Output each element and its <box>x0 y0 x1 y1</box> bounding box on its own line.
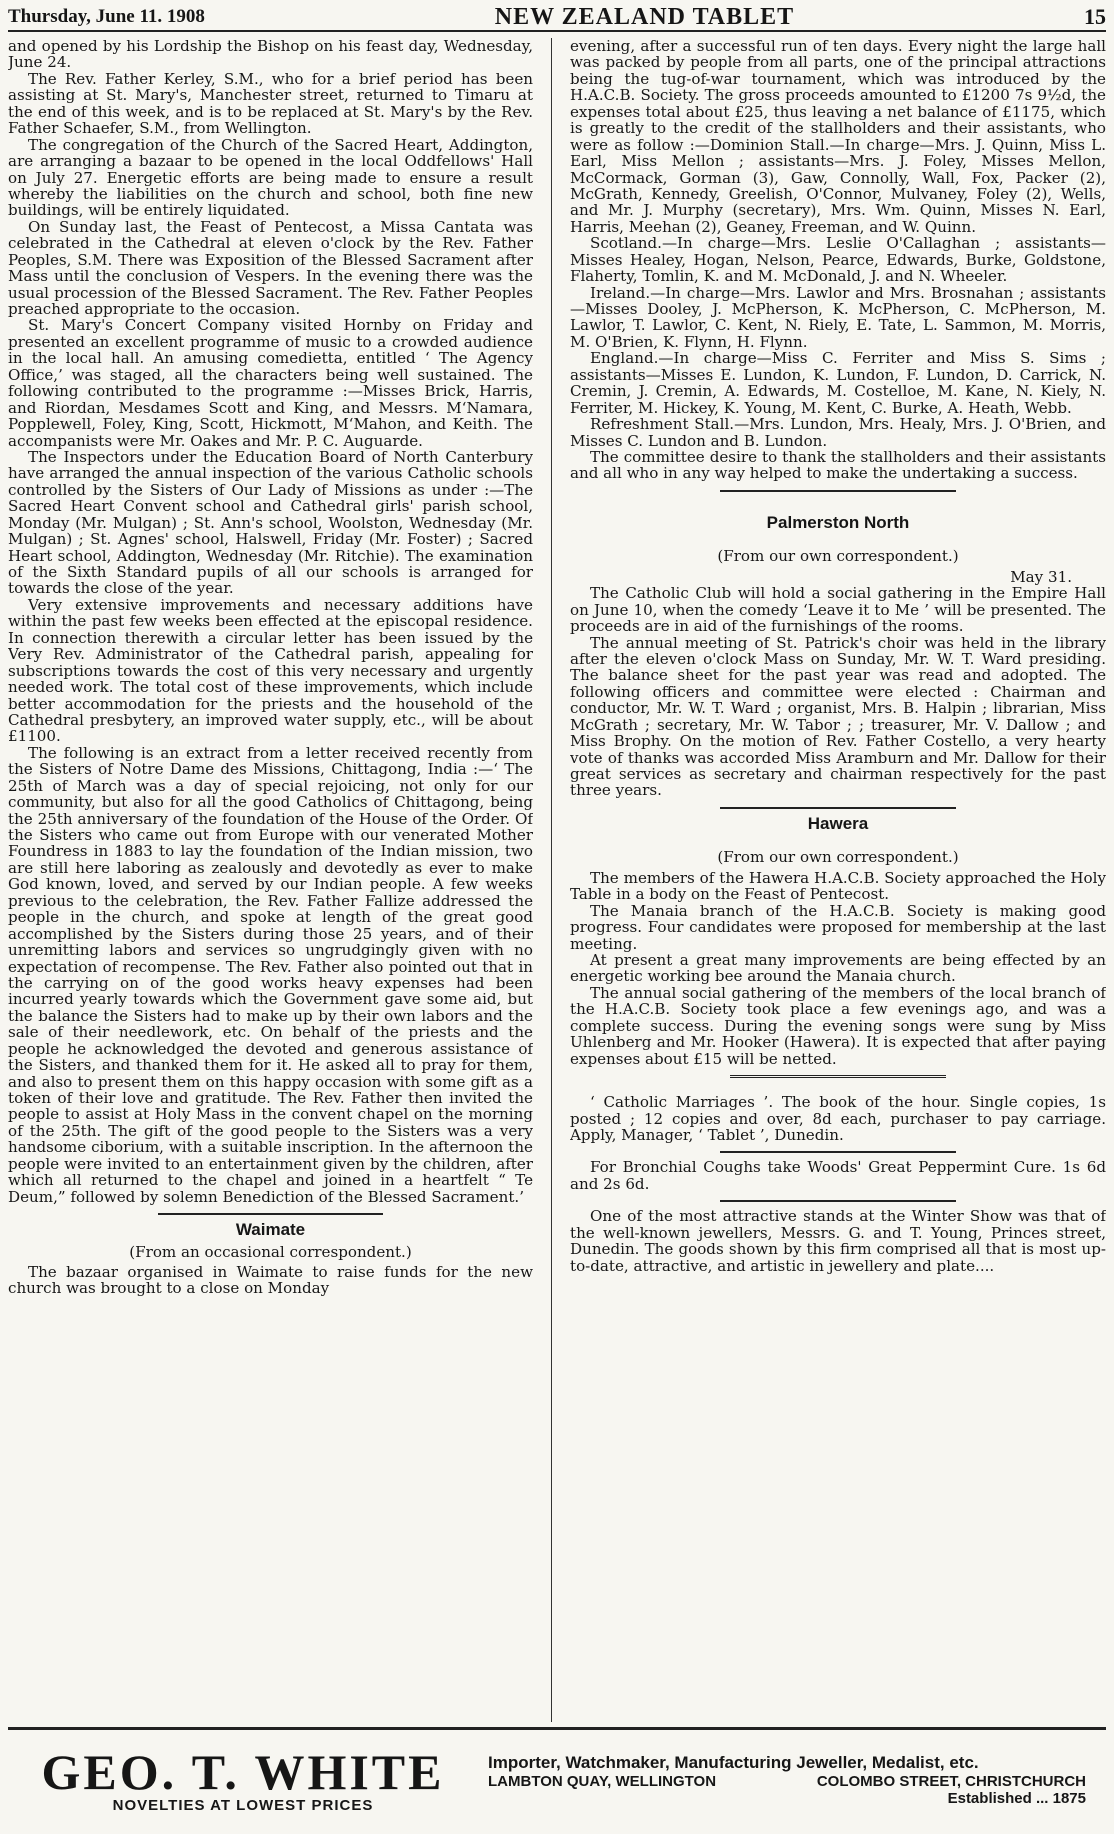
section-subheading: (From our own correspondent.) <box>717 848 959 867</box>
masthead <box>8 4 1106 32</box>
paragraph: The congregation of the Church of the Sacred Heart, Addington, are arranging a bazaar to be opened in the local Oddfellows' Hall on July 27. Energetic efforts are being made to ensure a result whereby the liabilities on the church and school, both fine new buildings, will be entirely liquidated. <box>8 135 533 220</box>
section-divider <box>720 1200 956 1202</box>
paragraph: Refreshment Stall.—Mrs. Lundon, Mrs. Healy, Mrs. J. O'Brien, and Misses C. Lundon and B. Lundon. <box>570 415 1106 450</box>
paragraph: On Sunday last, the Feast of Pentecost, a Missa Cantata was celebrated in the Cathedral at eleven o'clock by the Rev. Father Peoples, S.M. There was Exposition of the Blessed Sacrament after Mass until the conclusion of Vespers. In the evening there was the usual procession of the Blessed Sacrament. The Rev. Father Peoples preached appropriate to the occasion. <box>8 217 533 318</box>
section-subheading: (From our own correspondent.) <box>717 547 959 566</box>
paragraph: The bazaar organised in Waimate to raise funds for the new church was brought to a close on Monday <box>8 1263 533 1298</box>
section-divider <box>158 1213 383 1215</box>
section-divider <box>720 490 956 492</box>
column-divider <box>551 38 552 1722</box>
notice-catholic-marriages: ‘ Catholic Marriages ’. The book of the hour. Single copies, 1s posted ; 12 copies and over, 8d each, purchaser to pay carriage. Apply, Manager, ‘ Tablet ’, Dunedin. <box>570 1093 1106 1144</box>
section-heading-waimate: Waimate <box>235 1220 306 1240</box>
paragraph: Scotland.—In charge—Mrs. Leslie O'Callaghan ; assistants—Misses Healey, Hogan, Nelson, Pearce, Edwards, Burke, Goldstone, Flaherty, Tomlin, K. and M. McDonald, J. and N. Wheeler. <box>570 234 1106 286</box>
paragraph: The Catholic Club will hold a social gathering in the Empire Hall on June 10, when the comedy ‘Leave it to Me ’ will be presented. The proceeds are in aid of the furnishings of the rooms. <box>570 584 1106 636</box>
section-divider <box>720 807 956 809</box>
ad-trades: Importer, Watchmaker, Manufacturing Jeweller, Medalist, etc. <box>488 1753 979 1772</box>
newspaper-title: NEW ZEALAND TABLET <box>494 3 795 30</box>
paragraph: At present a great many improvements are being effected by an energetic working bee around the Manaia church. <box>570 951 1106 986</box>
paragraph: Ireland.—In charge—Mrs. Lawlor and Mrs. Brosnahan ; assistants—Misses Dooley, J. McPherson, K. McPherson, C. McPherson, M. Lawlor, T. Lawlor, C. Kent, N. Riely, E. Tate, L. Sammon, M. Morris, M. O'Brien, K. Flynn, H. Flynn. <box>570 283 1106 351</box>
paragraph: The Inspectors under the Education Board of North Canterbury have arranged the annual inspection of the various Catholic schools controlled by the Sisters of Our Lady of Missions as under :—The Sacred Heart Convent school and Cathedral girls' parish school, Monday (Mr. Mulgan) ; St. Ann's school, Woolston, Wednesday (Mr. Mulgan) ; St. Agnes' school, Halswell, Friday (Mr. Foster) ; Sacred Heart school, Addington, Wednesday (Mr. Ritchie). The examination of the Sixth Standard pupils of all our schools is arranged for towards the close of the year. <box>8 447 533 598</box>
ad-address-wellington: LAMBTON QUAY, WELLINGTON <box>488 1773 717 1790</box>
paragraph: The Rev. Father Kerley, S.M., who for a brief period has been assisting at St. Mary's, Manchester street, returned to Timaru at the end of this week, and is to be replaced at St. Mary's by the Rev. Father Schaefer, S.M., from Wellington. <box>8 69 533 138</box>
paragraph: The annual meeting of St. Patrick's choir was held in the library after the eleven o'clock Mass on Sunday, Mr. W. T. Ward presiding. The balance sheet for the past year was read and adopted. The following officers and committee were elected : Chairman and conductor, Mr. W. T. Ward ; organist, Mrs. B. Halpin ; librarian, Miss McGrath ; secretary, Mr. W. Tabor ; ; treasurer, Mr. V. Dallow ; and Miss Brophy. On the motion of Rev. Father Costello, a very hearty vote of thanks was accorded Miss Aramburn and Mr. Dallow for their great services as secretary and chairman respectively for the past three years. <box>570 633 1106 800</box>
section-subheading: (From an occasional correspondent.) <box>129 1242 412 1261</box>
paragraph: The annual social gathering of the members of the local branch of the H.A.C.B. Society took place a few evenings ago, and was a complete success. During the evening songs were sung by Miss Uhlenberg and Mr. Hooker (Hawera). It is expected that after paying expenses about £15 will be netted. <box>570 983 1106 1068</box>
ad-tagline: NOVELTIES AT LOWEST PRICES <box>112 1796 374 1814</box>
paragraph: St. Mary's Concert Company visited Hornby on Friday and presented an excellent programme of music to a crowded audience in the local hall. An amusing comedietta, entitled ‘ The Agency Office,’ was staged, all the characters being well sustained. The following contributed to the programme :—Misses Brick, Harris, and Riordan, Mesdames Scott and King, and Messrs. M‘Namara, Popplewell, Foley, King, Scott, Hickmott, M‘Mahon, and Keith. The accompanists were Mr. Oakes and Mr. P. C. Auguarde. <box>8 316 533 450</box>
paragraph: The members of the Hawera H.A.C.B. Society approached the Holy Table in a body on the Feast of Pentecost. <box>570 868 1106 904</box>
paragraph: England.—In charge—Miss C. Ferriter and Miss S. Sims ; assistants—Misses E. Lundon, K. Lundon, F. Lundon, D. Carrick, N. Cremin, J. Cremin, A. Edwards, M. Costelloe, M. Kane, N. Kiely, N. Ferriter, M. Hickey, K. Young, M. Kent, C. Burke, A. Heath, Webb. <box>570 349 1106 417</box>
ad-details <box>478 1753 1106 1807</box>
section-heading-palmerston-north: Palmerston North <box>766 512 910 532</box>
paragraph: and opened by his Lordship the Bishop on his feast day, Wednesday, June 24. <box>8 38 533 72</box>
paragraph: evening, after a successful run of ten days. Every night the large hall was packed by people from all parts, one of the principal attractions being the tug-of-war tournament, which was introduced by the H.A.C.B. Society. The gross proceeds amounted to £1200 7s 9½d, the expenses total about £25, thus leaving a net balance of £1175, which is greatly to the credit of the stallholders and their assistants, who were as follow :—Dominion Stall.—In charge—Mrs. J. Quinn, Miss L. Earl, Miss Mellon ; assistants—Mrs. J. Foley, Misses Mellon, McCormack, Gorman (3), Gaw, Connolly, Wall, Fox, Packer (2), McGrath, Kennedy, Greelish, O'Connor, Mulvaney, Foley (2), Wells, and Mr. J. Murphy (secretary), Mrs. Wm. Quinn, Misses N. Earl, Harris, Meehan (2), Geaney, Freeman, and W. Quinn. <box>570 38 1106 236</box>
advertisement-geo-t-white <box>8 1727 1106 1830</box>
ad-brand <box>8 1743 478 1814</box>
ad-address-christchurch: COLOMBO STREET, CHRISTCHURCH <box>816 1773 1086 1790</box>
notice-winter-show: One of the most attractive stands at the Winter Show was that of the well-known jewellers, Messrs. G. and T. Young, Princes street, Dunedin. The goods shown by this firm comprised all that is most up-to-date, attractive, and artistic in jewellery and plate.... <box>570 1207 1106 1275</box>
paragraph: The following is an extract from a letter received recently from the Sisters of Notre Dame des Missions, Chittagong, India :—‘ The 25th of March was a day of special rejoicing, not only for our community, but also for all the good Catholics of Chittagong, being the 25th anniversary of the foundation of the House of the Order. Of the Sisters who came out from Europe with our venerated Mother Foundress in 1883 to lay the foundation of the Indian mission, two are still here laboring as zealously and devotedly as ever to make God known, loved, and served by our Indian people. A few weeks previous to the celebration, the Rev. Father Fallize addressed the people in the church, and spoke at length of the great good accomplished by the Sisters during those 25 years, and of their unremitting labors and services so ungrudgingly given with no expectation of recompense. The Rev. Father also pointed out that in the carrying on of the good works heavy expenses had been incurred yearly towards which the Government gave some aid, but the balance the Sisters had to make up by their own labors and the sale of their needlework, etc. On behalf of the priests and the people he acknowledged the devoted and generous assistance of the Sisters, and thanked them for it. He asked all to pray for them, and also to present them on this happy occasion with some gift as a token of their love and gratitude. The Rev. Father then invited the people to assist at Holy Mass in the convent chapel on the morning of the 25th. The gift of the good people to the Sisters was a very handsome ciborium, with a suitable inscription. In the afternoon the people were invited to an entertainment given by the children, after which all returned to the chapel and joined in a heartfelt “ Te Deum,” followed by solemn Benediction of the Blessed Sacrament.’ <box>8 743 533 1206</box>
ad-established-row <box>488 1790 1106 1807</box>
section-heading-hawera: Hawera <box>807 813 869 833</box>
ad-business-name: GEO. T. WHITE <box>41 1743 445 1800</box>
paragraph: Very extensive improvements and necessary additions have within the past few weeks been effected at the episcopal residence. In connection therewith a circular letter has been issued by the Very Rev. Administrator of the Cathedral parish, appealing for subscriptions towards the cost of this very necessary and urgently needed work. The total cost of these improvements, which include better accommodation for the priests and the household of the Cathedral presbytery, an improved water supply, etc., will be about £1100. <box>8 595 533 746</box>
left-column <box>8 38 533 1724</box>
page-number: 15 <box>1084 4 1106 29</box>
ad-addresses <box>488 1773 1106 1790</box>
issue-date: Thursday, June 11. 1908 <box>8 6 205 27</box>
ad-established: Established ... 1875 <box>947 1790 1086 1807</box>
notice-woods-peppermint: For Bronchial Coughs take Woods' Great Peppermint Cure. 1s 6d and 2s 6d. <box>570 1158 1106 1193</box>
right-column <box>570 38 1106 1724</box>
paragraph: The Manaia branch of the H.A.C.B. Society is making good progress. Four candidates were proposed for membership at the last meeting. <box>570 901 1106 953</box>
dateline: May 31. <box>1010 567 1072 586</box>
section-divider <box>730 1075 946 1078</box>
paragraph: The committee desire to thank the stallholders and their assistants and all who in any way helped to make the undertaking a success. <box>570 447 1106 483</box>
section-divider <box>720 1151 956 1153</box>
